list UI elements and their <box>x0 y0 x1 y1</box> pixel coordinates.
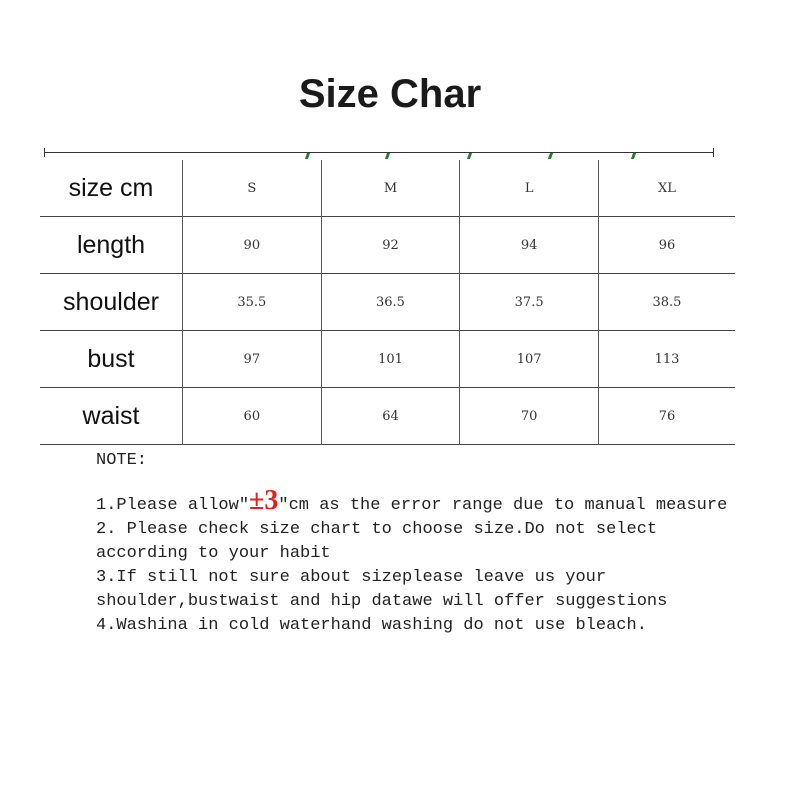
notes-heading: NOTE: <box>96 451 148 470</box>
tolerance-value: ±3 <box>249 485 279 516</box>
table-cell: 92 <box>321 217 460 274</box>
size-header: L <box>460 160 599 217</box>
table-top-rule <box>44 152 714 153</box>
table-cell: 60 <box>183 388 322 445</box>
note-4: 4.Washina in cold waterhand washing do not use bleach. <box>96 616 647 635</box>
table-row <box>40 388 735 445</box>
table-cell: 37.5 <box>460 274 599 331</box>
table-cell: 90 <box>183 217 322 274</box>
table-row <box>40 217 735 274</box>
note-1 <box>96 485 736 518</box>
note-1-text-end: "cm as the error range due to manual measure <box>278 496 728 515</box>
table-cell: 35.5 <box>183 274 322 331</box>
note-2: 2. Please check size chart to choose size.Do not select according to your habit <box>96 520 658 563</box>
size-table <box>40 160 735 445</box>
table-cell: 107 <box>460 331 599 388</box>
table-cell: 38.5 <box>598 274 735 331</box>
note-1-text-start: 1.Please allow" <box>96 496 250 515</box>
rule-end-tick <box>713 148 714 157</box>
table-cell: 70 <box>460 388 599 445</box>
table-cell: 94 <box>460 217 599 274</box>
row-label: waist <box>82 401 140 430</box>
rule-mark <box>631 153 636 159</box>
table-cell: 36.5 <box>321 274 460 331</box>
rule-mark <box>467 153 472 159</box>
header-label: size cm <box>68 173 154 202</box>
size-header: S <box>183 160 322 217</box>
rule-mark <box>548 153 553 159</box>
table-header-row <box>40 160 735 217</box>
size-header: M <box>321 160 460 217</box>
table-cell: 76 <box>598 388 735 445</box>
table-cell: 101 <box>321 331 460 388</box>
row-label: length <box>76 230 146 259</box>
rule-mark <box>385 153 390 159</box>
note-3: 3.If still not sure about sizeplease leave us your shoulder,bustwaist and hip datawe will offer suggestions <box>96 568 668 611</box>
size-header: XL <box>598 160 735 217</box>
table-cell: 113 <box>598 331 735 388</box>
row-label: shoulder <box>63 287 159 316</box>
notes-section <box>96 449 736 638</box>
rule-end-tick <box>44 148 45 157</box>
rule-mark <box>305 153 310 159</box>
table-row <box>40 331 735 388</box>
row-label: bust <box>87 344 135 373</box>
table-cell: 96 <box>598 217 735 274</box>
table-row <box>40 274 735 331</box>
page-title: Size Char <box>298 72 482 116</box>
table-cell: 64 <box>321 388 460 445</box>
table-cell: 97 <box>183 331 322 388</box>
